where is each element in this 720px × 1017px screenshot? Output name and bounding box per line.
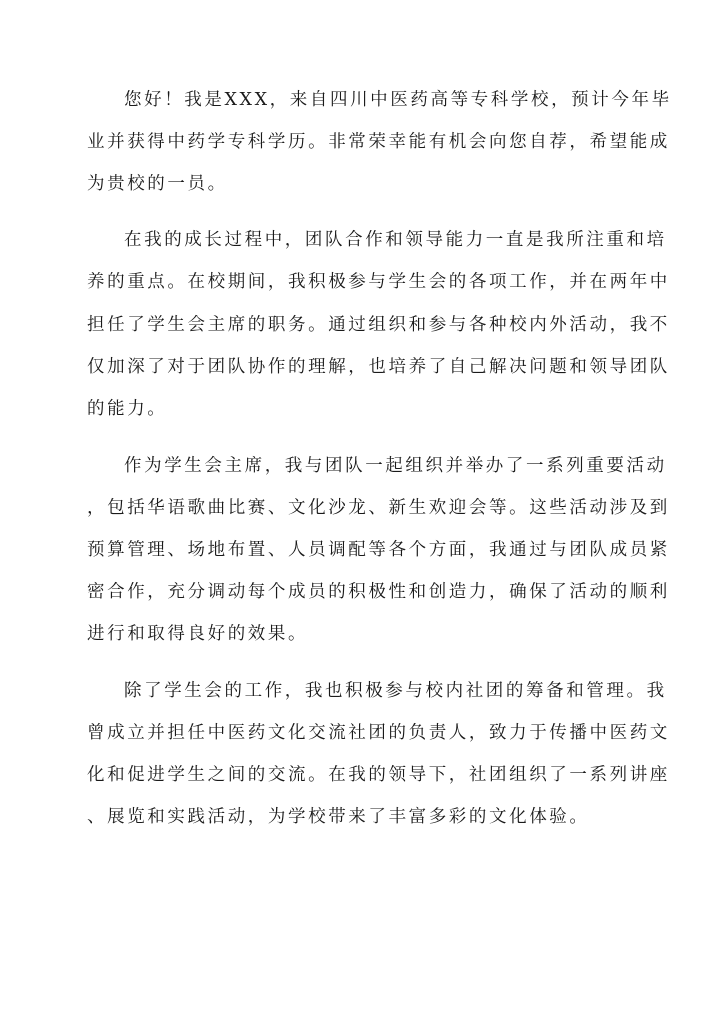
paragraph-3-line-3: 预算管理、场地布置、人员调配等各个方面，我通过与团队成员紧 bbox=[87, 540, 670, 560]
paragraph-3-line-4: 密合作，充分调动每个成员的积极性和创造力，确保了活动的顺利 bbox=[87, 582, 670, 602]
paragraph-1-line-3: 为贵校的一员。 bbox=[87, 174, 228, 194]
paragraph-3-line-2: ，包括华语歌曲比赛、文化沙龙、新生欢迎会等。这些活动涉及到 bbox=[87, 498, 670, 518]
paragraph-2-line-3: 担任了学生会主席的职务。通过组织和参与各种校内外活动，我不 bbox=[87, 315, 670, 335]
paragraph-1-line-1: 您好！我是XXX，来自四川中医药高等专科学校，预计今年毕 bbox=[124, 90, 672, 110]
paragraph-4-line-4: 、展览和实践活动，为学校带来了丰富多彩的文化体验。 bbox=[87, 807, 590, 827]
paragraph-2-line-5: 的能力。 bbox=[87, 399, 168, 419]
paragraph-4-line-2: 曾成立并担任中医药文化交流社团的负责人，致力于传播中医药文 bbox=[87, 723, 670, 743]
paragraph-4-line-3: 化和促进学生之间的交流。在我的领导下，社团组织了一系列讲座 bbox=[87, 765, 670, 785]
paragraph-4-line-1: 除了学生会的工作，我也积极参与校内社团的筹备和管理。我 bbox=[124, 681, 667, 701]
paragraph-3-line-1: 作为学生会主席，我与团队一起组织并举办了一系列重要活动 bbox=[124, 456, 667, 476]
paragraph-2-line-2: 养的重点。在校期间，我积极参与学生会的各项工作，并在两年中 bbox=[87, 272, 670, 292]
paragraph-3-line-5: 进行和取得良好的效果。 bbox=[87, 624, 309, 644]
paragraph-1-line-2: 业并获得中药学专科学历。非常荣幸能有机会向您自荐，希望能成 bbox=[87, 132, 670, 152]
paragraph-2-line-1: 在我的成长过程中，团队合作和领导能力一直是我所注重和培 bbox=[124, 230, 667, 250]
paragraph-2-line-4: 仅加深了对于团队协作的理解，也培养了自己解决问题和领导团队 bbox=[87, 357, 670, 377]
